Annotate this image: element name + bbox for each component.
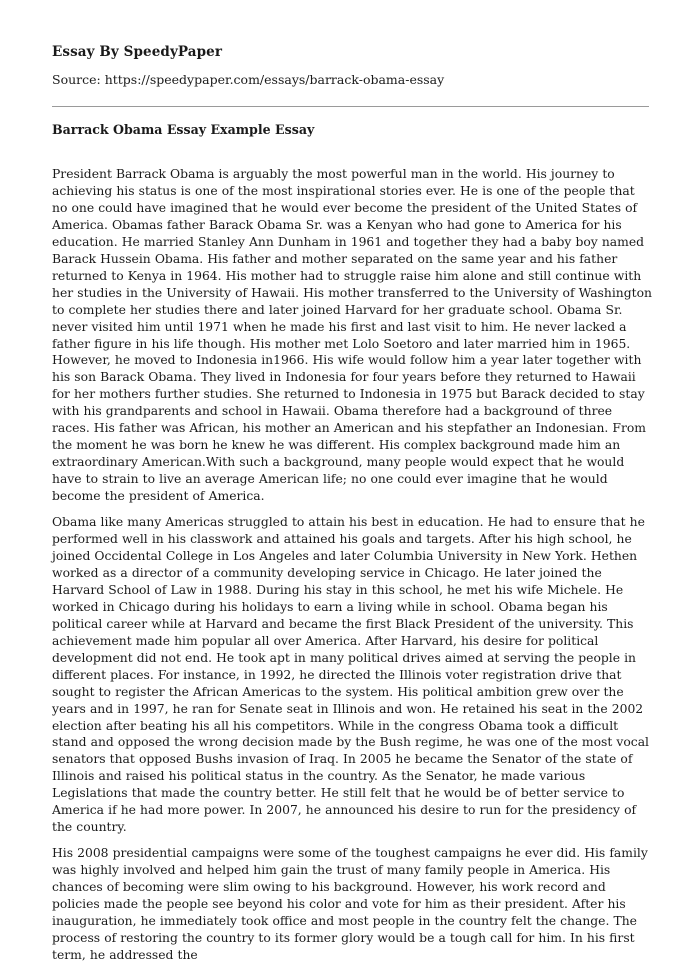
essay-paragraph: President Barrack Obama is arguably the most powerful man in the world. His journey to achieving his status is one of the most inspirational stories ever. He is one of the people that no one could have imagined that he would ever become the president of the United States of America. Obamas father Barack Obama Sr. was a Kenyan who had gone to America for his education. He married Stanley Ann Dunham in 1961 and together they had a baby boy named Barack Hussein Obama. His father and mother separated on the same year and his father returned to Kenya in 1964. His mother had to struggle raise him alone and still continue with her studies in the University of Hawaii. His mother transferred to the University of Washington to complete her studies there and later joined Harvard for her graduate school. Obama Sr. never visited him until 1971 when he made his first and last visit to him. He never lacked a father figure in his life though. His mother met Lolo Soetoro and later married him in 1965. However, he moved to Indonesia in1966. His wife would follow him a year later together with his son Barack Obama. They lived in Indonesia for four years before they returned to Hawaii for her mothers further studies. She returned to Indonesia in 1975 but Barack decided to stay with his grandparents and school in Hawaii. Obama therefore had a background of three races. His father was African, his mother an American and his stepfather an Indonesian. From the moment he was born he knew he was different. His complex background made him an extraordinary American.With such a background, many people would expect that he would have to strain to live an average American life; no one could ever imagine that he would become the president of America.	[52, 167, 652, 504]
site-title: Essay By SpeedyPaper	[52, 44, 223, 60]
essay-paragraph: His 2008 presidential campaigns were some of the toughest campaigns he ever did. His family was highly involved and helped him gain the trust of many family people in America. His chances of becoming were slim owing to his background. However, his work record and policies made the people see beyond his color and vote for him as their president. After his inauguration, he immediately took office and most people in the country felt the change. The process of restoring the country to its former glory would be a tough call for him. In his first term, he addressed the	[52, 846, 648, 962]
source-line: Source: https://speedypaper.com/essays/barrack-obama-essay	[52, 72, 445, 87]
essay-title: Barrack Obama Essay Example Essay	[52, 122, 315, 137]
essay-paragraph: Obama like many Americas struggled to attain his best in education. He had to ensure that he performed well in his classwork and attained his goals and targets. After his high school, he joined Occidental College in Los Angeles and later Columbia University in New York. Hethen worked as a director of a community developing service in Chicago. He later joined the Harvard School of Law in 1988. During his stay in this school, he met his wife Michele. He worked in Chicago during his holidays to earn a living while in school. Obama began his political career while at Harvard and became the first Black President of the university. This achievement made him popular all over America. After Harvard, his desire for political development did not end. He took apt in many political drives aimed at serving the people in different places. For instance, in 1992, he directed the Illinois voter registration drive that sought to register the African Americas to the system. His political ambition grew over the years and in 1997, he ran for Senate seat in Illinois and won. He retained his seat in the 2002 election after beating his all his competitors. While in the congress Obama took a difficult stand and opposed the wrong decision made by the Bush regime, he was one of the most vocal senators that opposed Bushs invasion of Iraq. In 2005 he became the Senator of the state of Illinois and raised his political status in the country. As the Senator, he made various Legislations that made the country better. He still felt that he would be of better service to America if he had more power. In 2007, he announced his desire to run for the presidency of the country.	[52, 515, 650, 835]
divider	[52, 106, 649, 107]
essay-body	[52, 166, 652, 973]
